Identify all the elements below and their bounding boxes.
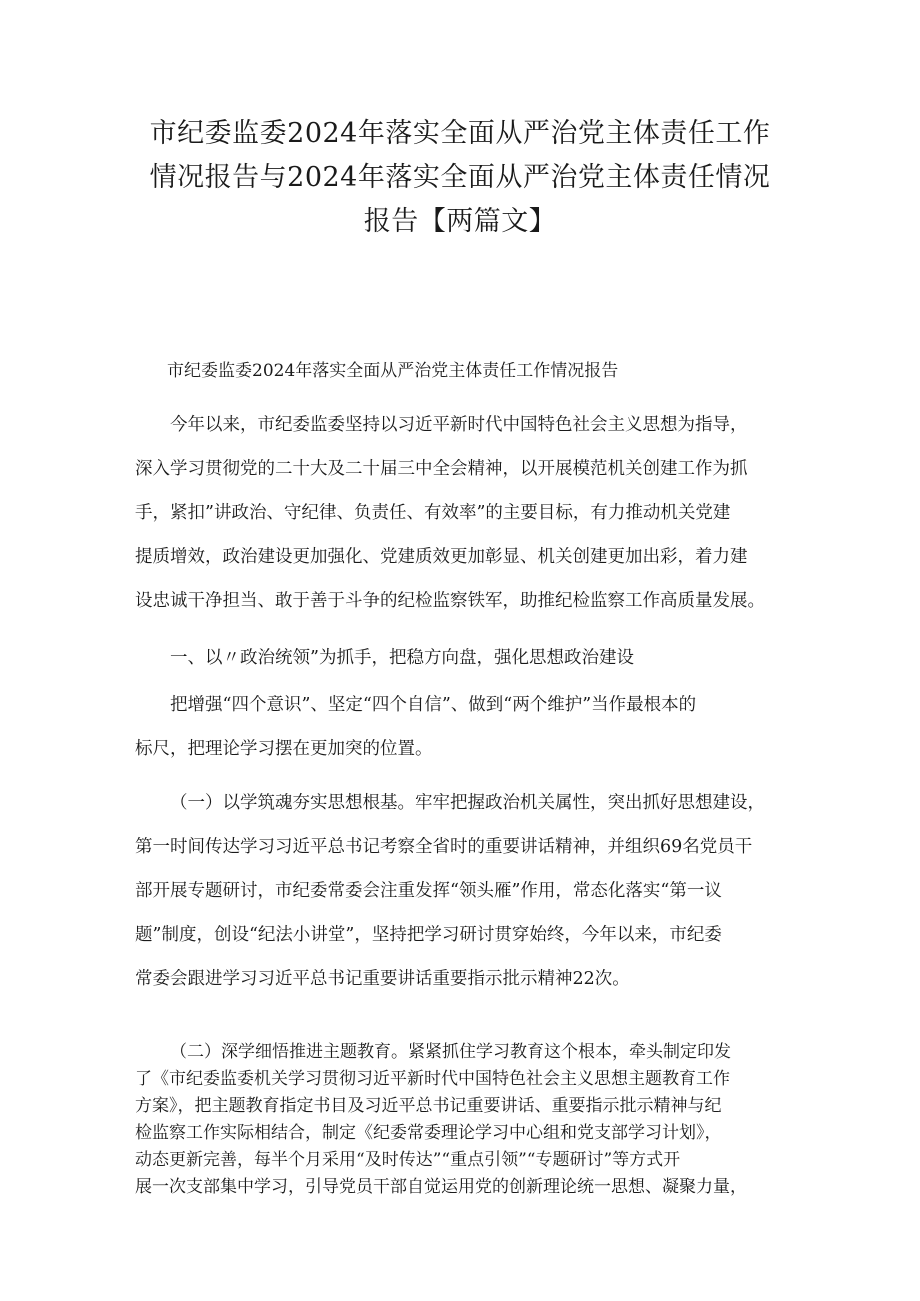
title-line: 情况报告与2024年落实全面从严治党主体责任情况 (149, 162, 771, 193)
paragraph-subsection-1 (135, 781, 795, 1001)
paragraph-line: 展一次支部集中学习，引导党员干部自觉运用党的创新理论统一思想、凝聚力量， (135, 1177, 747, 1197)
title-line: 报告【两篇文】 (363, 206, 557, 237)
paragraph-line: 方案》，把主题教育指定书目及习近平总书记重要讲话、重要指示批示精神与纪 (135, 1096, 722, 1116)
paragraph-line: 把增强“四个意识”、坚定“四个自信”、做到“两个维护”当作最根本的 (170, 695, 697, 715)
paragraph-line: 设忠诚干净担当、敢于善于斗争的纪检监察铁军，助推纪检监察工作高质量发展。 (135, 591, 765, 611)
paragraph-line: （二）深学细悟推进主题教育。紧紧抓住学习教育这个根本，牵头制定印发 (170, 1042, 731, 1062)
paragraph-line: 标尺，把理论学习摆在更加突的位置。 (135, 739, 433, 759)
paragraph-subsection-2 (135, 1039, 795, 1201)
document-title (120, 112, 800, 244)
paragraph-line: 动态更新完善，每半个月采用“及时传达”“重点引领”“专题研讨”等方式开 (135, 1150, 681, 1170)
paragraph-line: 题”制度，创设“纪法小讲堂”，坚持把学习研讨贯穿始终，今年以来，市纪委 (135, 925, 722, 945)
report-subtitle: 市纪委监委2024年落实全面从严治党主体责任工作情况报告 (167, 361, 619, 381)
paragraph-intro (135, 403, 795, 623)
paragraph-line: 提质增效，政治建设更加强化、党建质效更加彰显、机关创建更加出彩，着力建 (135, 547, 748, 567)
paragraph-section-intro (135, 683, 795, 771)
paragraph-line: 一、以〃政治统领”为抓手，把稳方向盘，强化思想政治建设 (170, 648, 634, 668)
title-line: 市纪委监委2024年落实全面从严治党主体责任工作 (149, 118, 771, 149)
paragraph-line: 第一时间传达学习习近平总书记考察全省时的重要讲话精神，并组织69名党员干 (135, 837, 753, 857)
paragraph-line: （一）以学筑魂夯实思想根基。牢牢把握政治机关属性，突出抓好思想建设， (170, 793, 765, 813)
paragraph-line: 手，紧扣”讲政治、守纪律、负责任、有效率”的主要目标，有力推动机关党建 (135, 503, 731, 523)
paragraph-line: 检监察工作实际相结合，制定《纪委常委理论学习中心组和党支部学习计划》， (135, 1123, 722, 1143)
paragraph-line: 深入学习贯彻党的二十大及二十届三中全会精神，以开展模范机关创建工作为抓 (135, 459, 748, 479)
paragraph-line: 部开展专题研讨，市纪委常委会注重发挥“领头雁”作用，常态化落实“第一议 (135, 881, 722, 901)
paragraph-line: 常委会跟进学习习近平总书记重要讲话重要指示批示精神22次。 (135, 969, 630, 989)
paragraph-line: 了《市纪委监委机关学习贯彻习近平新时代中国特色社会主义思想主题教育工作 (135, 1069, 730, 1089)
paragraph-line: 今年以来，市纪委监委坚持以习近平新时代中国特色社会主义思想为指导， (170, 415, 748, 435)
section-heading-1 (135, 636, 795, 680)
